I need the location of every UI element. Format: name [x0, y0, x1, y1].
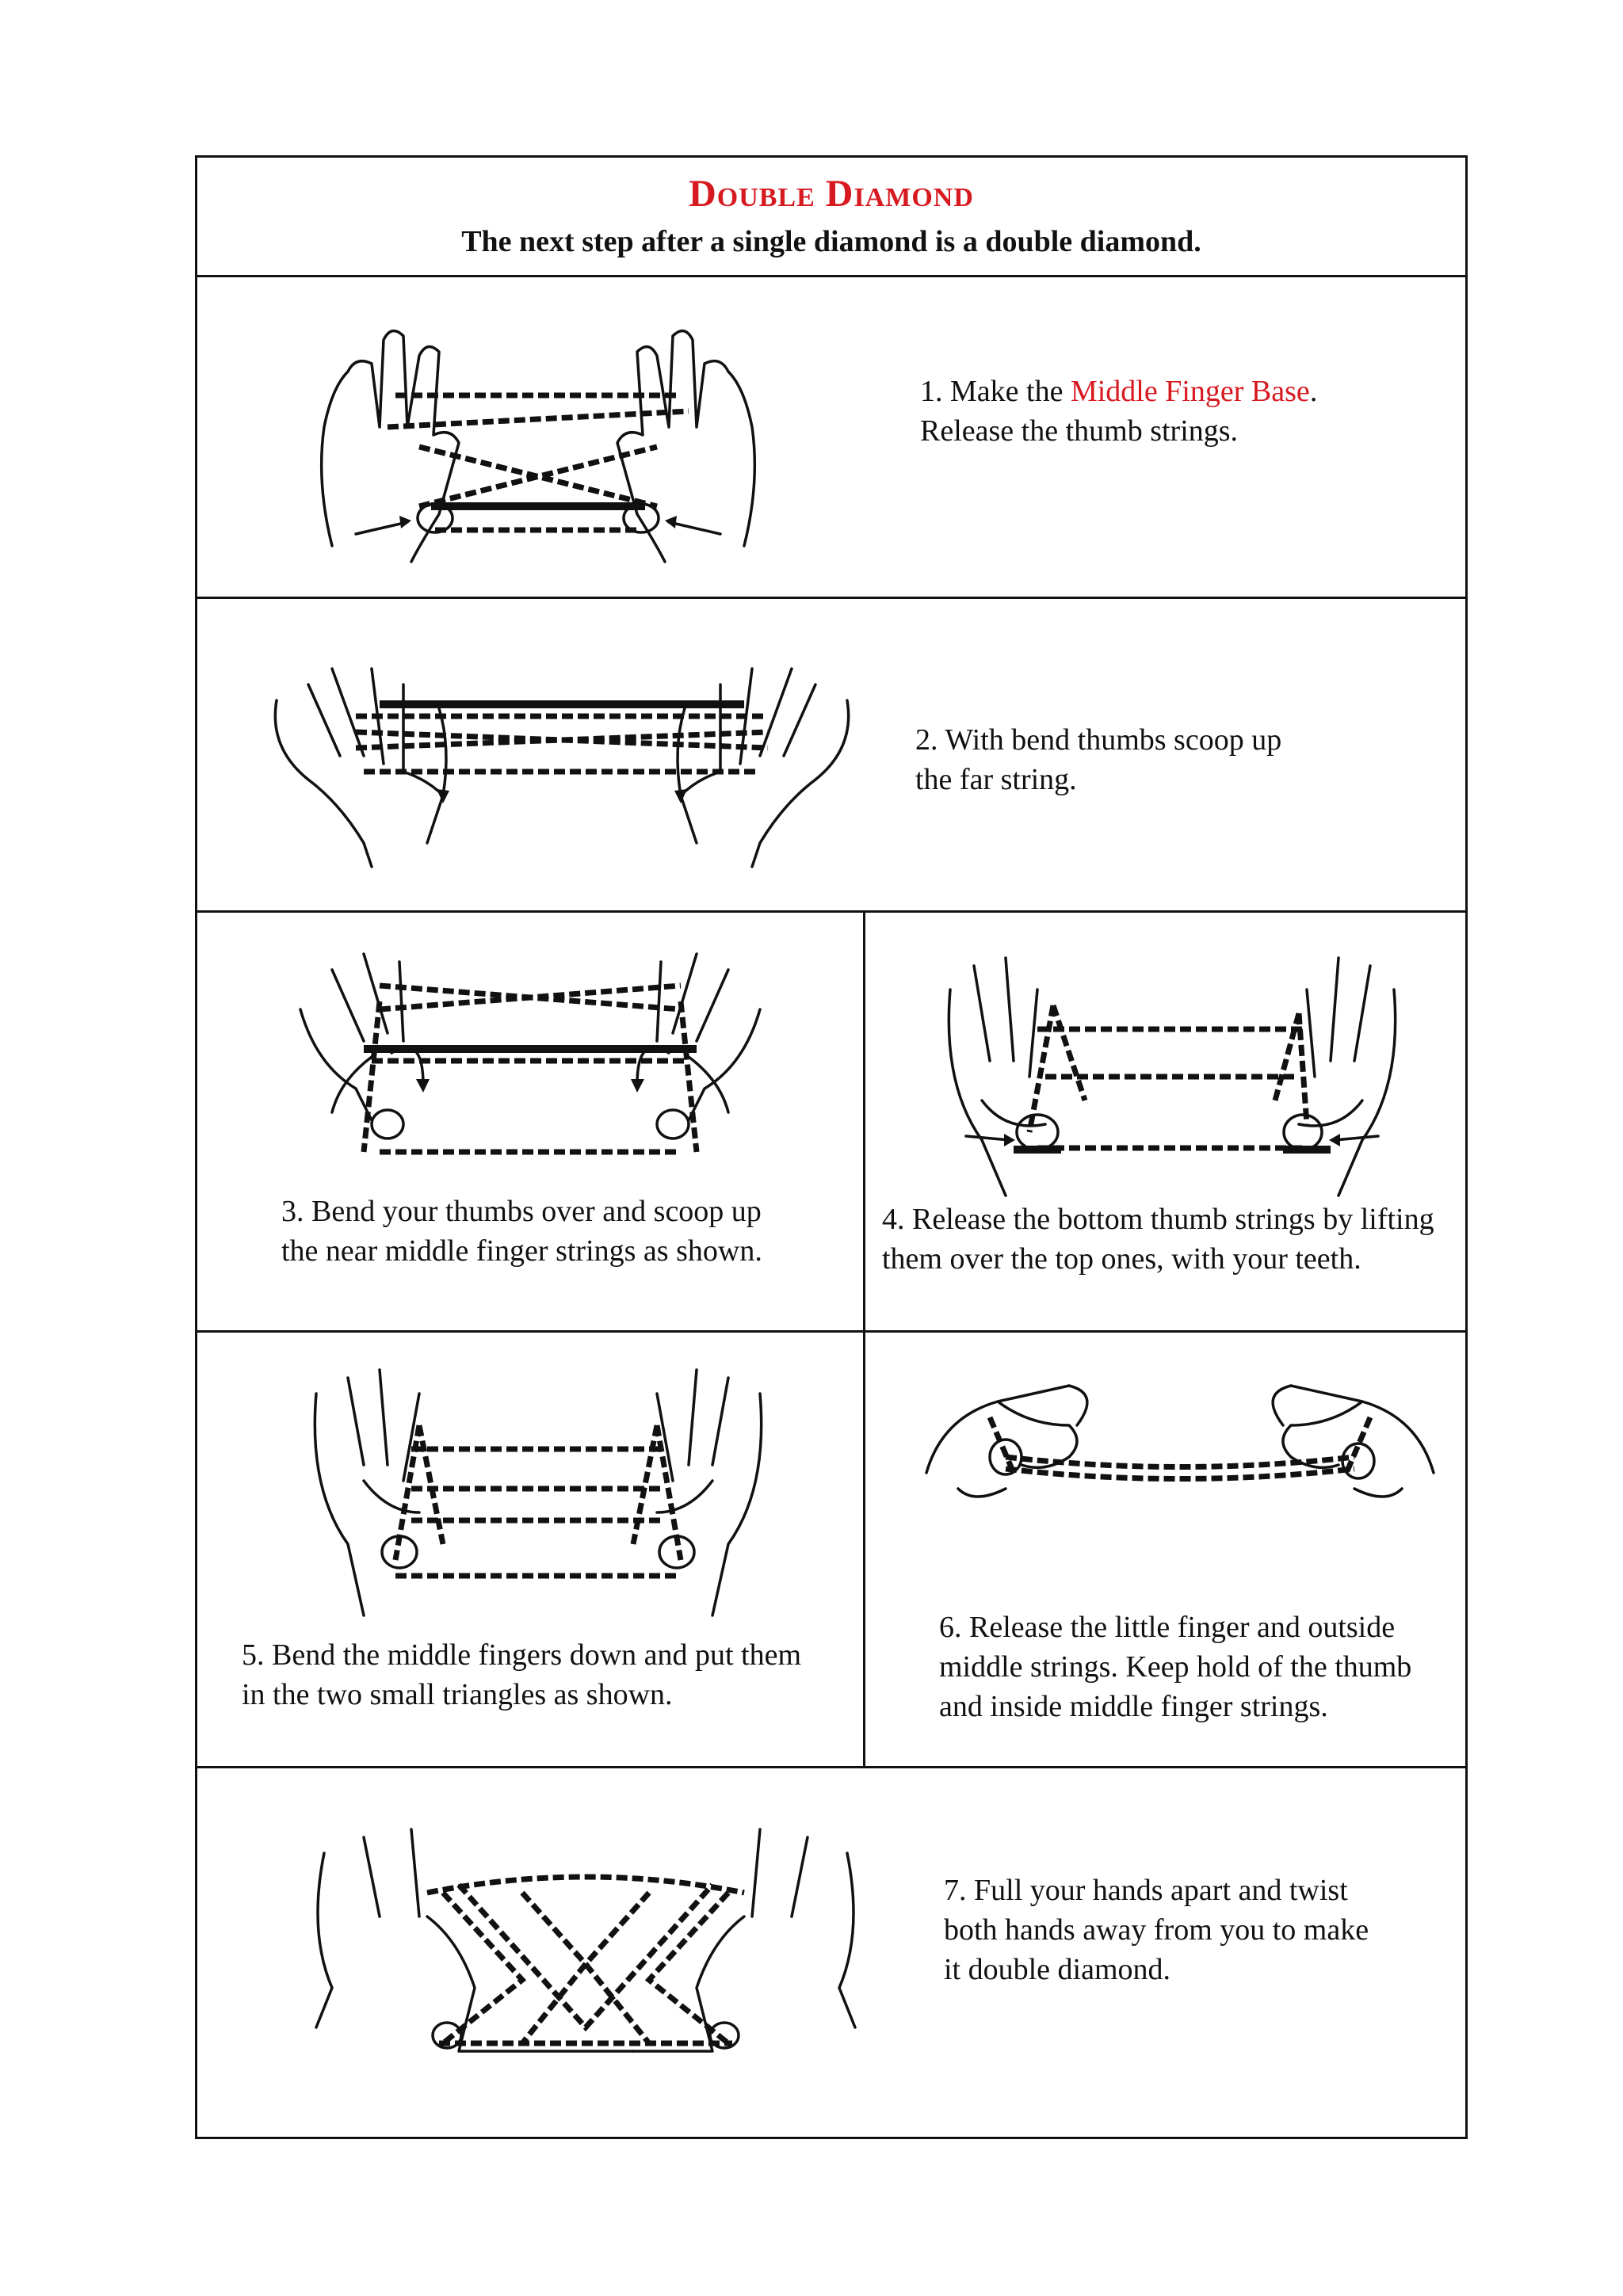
step-1-illustration [300, 308, 776, 570]
divider [197, 910, 1465, 913]
divider [197, 597, 1465, 599]
step-2-illustration [245, 637, 879, 875]
divider [197, 1330, 1465, 1333]
step-4-illustration [934, 942, 1410, 1203]
page-subtitle: The next step after a single diamond is a double diamond. [461, 225, 1201, 258]
divider [197, 1766, 1465, 1768]
middle-finger-base-link: Middle Finger Base [1070, 375, 1310, 408]
instruction-sheet [195, 155, 1468, 2139]
step-7-text: 7. Full your hands apart and twist both hands away from you to make it double diamond. [944, 1874, 1369, 1986]
step-3-text: 3. Bend your thumbs over and scoop up the near middle finger strings as shown. [281, 1195, 762, 1268]
divider [197, 275, 1465, 277]
page-title: Double Diamond [689, 173, 974, 215]
step-6-text: 6. Release the little finger and outside middle strings. Keep hold of the thumb and inside middle finger strings. [939, 1611, 1412, 1723]
step-2-text: 2. With bend thumbs scoop up the far string. [915, 723, 1282, 796]
step-3-illustration [285, 938, 776, 1176]
step-7-illustration [300, 1806, 871, 2067]
step-1-text: 1. Make the Middle Finger Base. Release the thumb strings. [920, 375, 1318, 448]
step-6-illustration [911, 1370, 1449, 1552]
step-5-text: 5. Bend the middle fingers down and put them in the two small triangles as shown. [242, 1638, 802, 1711]
divider [863, 910, 865, 1766]
step-4-text: 4. Release the bottom thumb strings by lifting them over the top ones, with your teeth. [882, 1203, 1434, 1276]
step-5-illustration [300, 1362, 776, 1623]
